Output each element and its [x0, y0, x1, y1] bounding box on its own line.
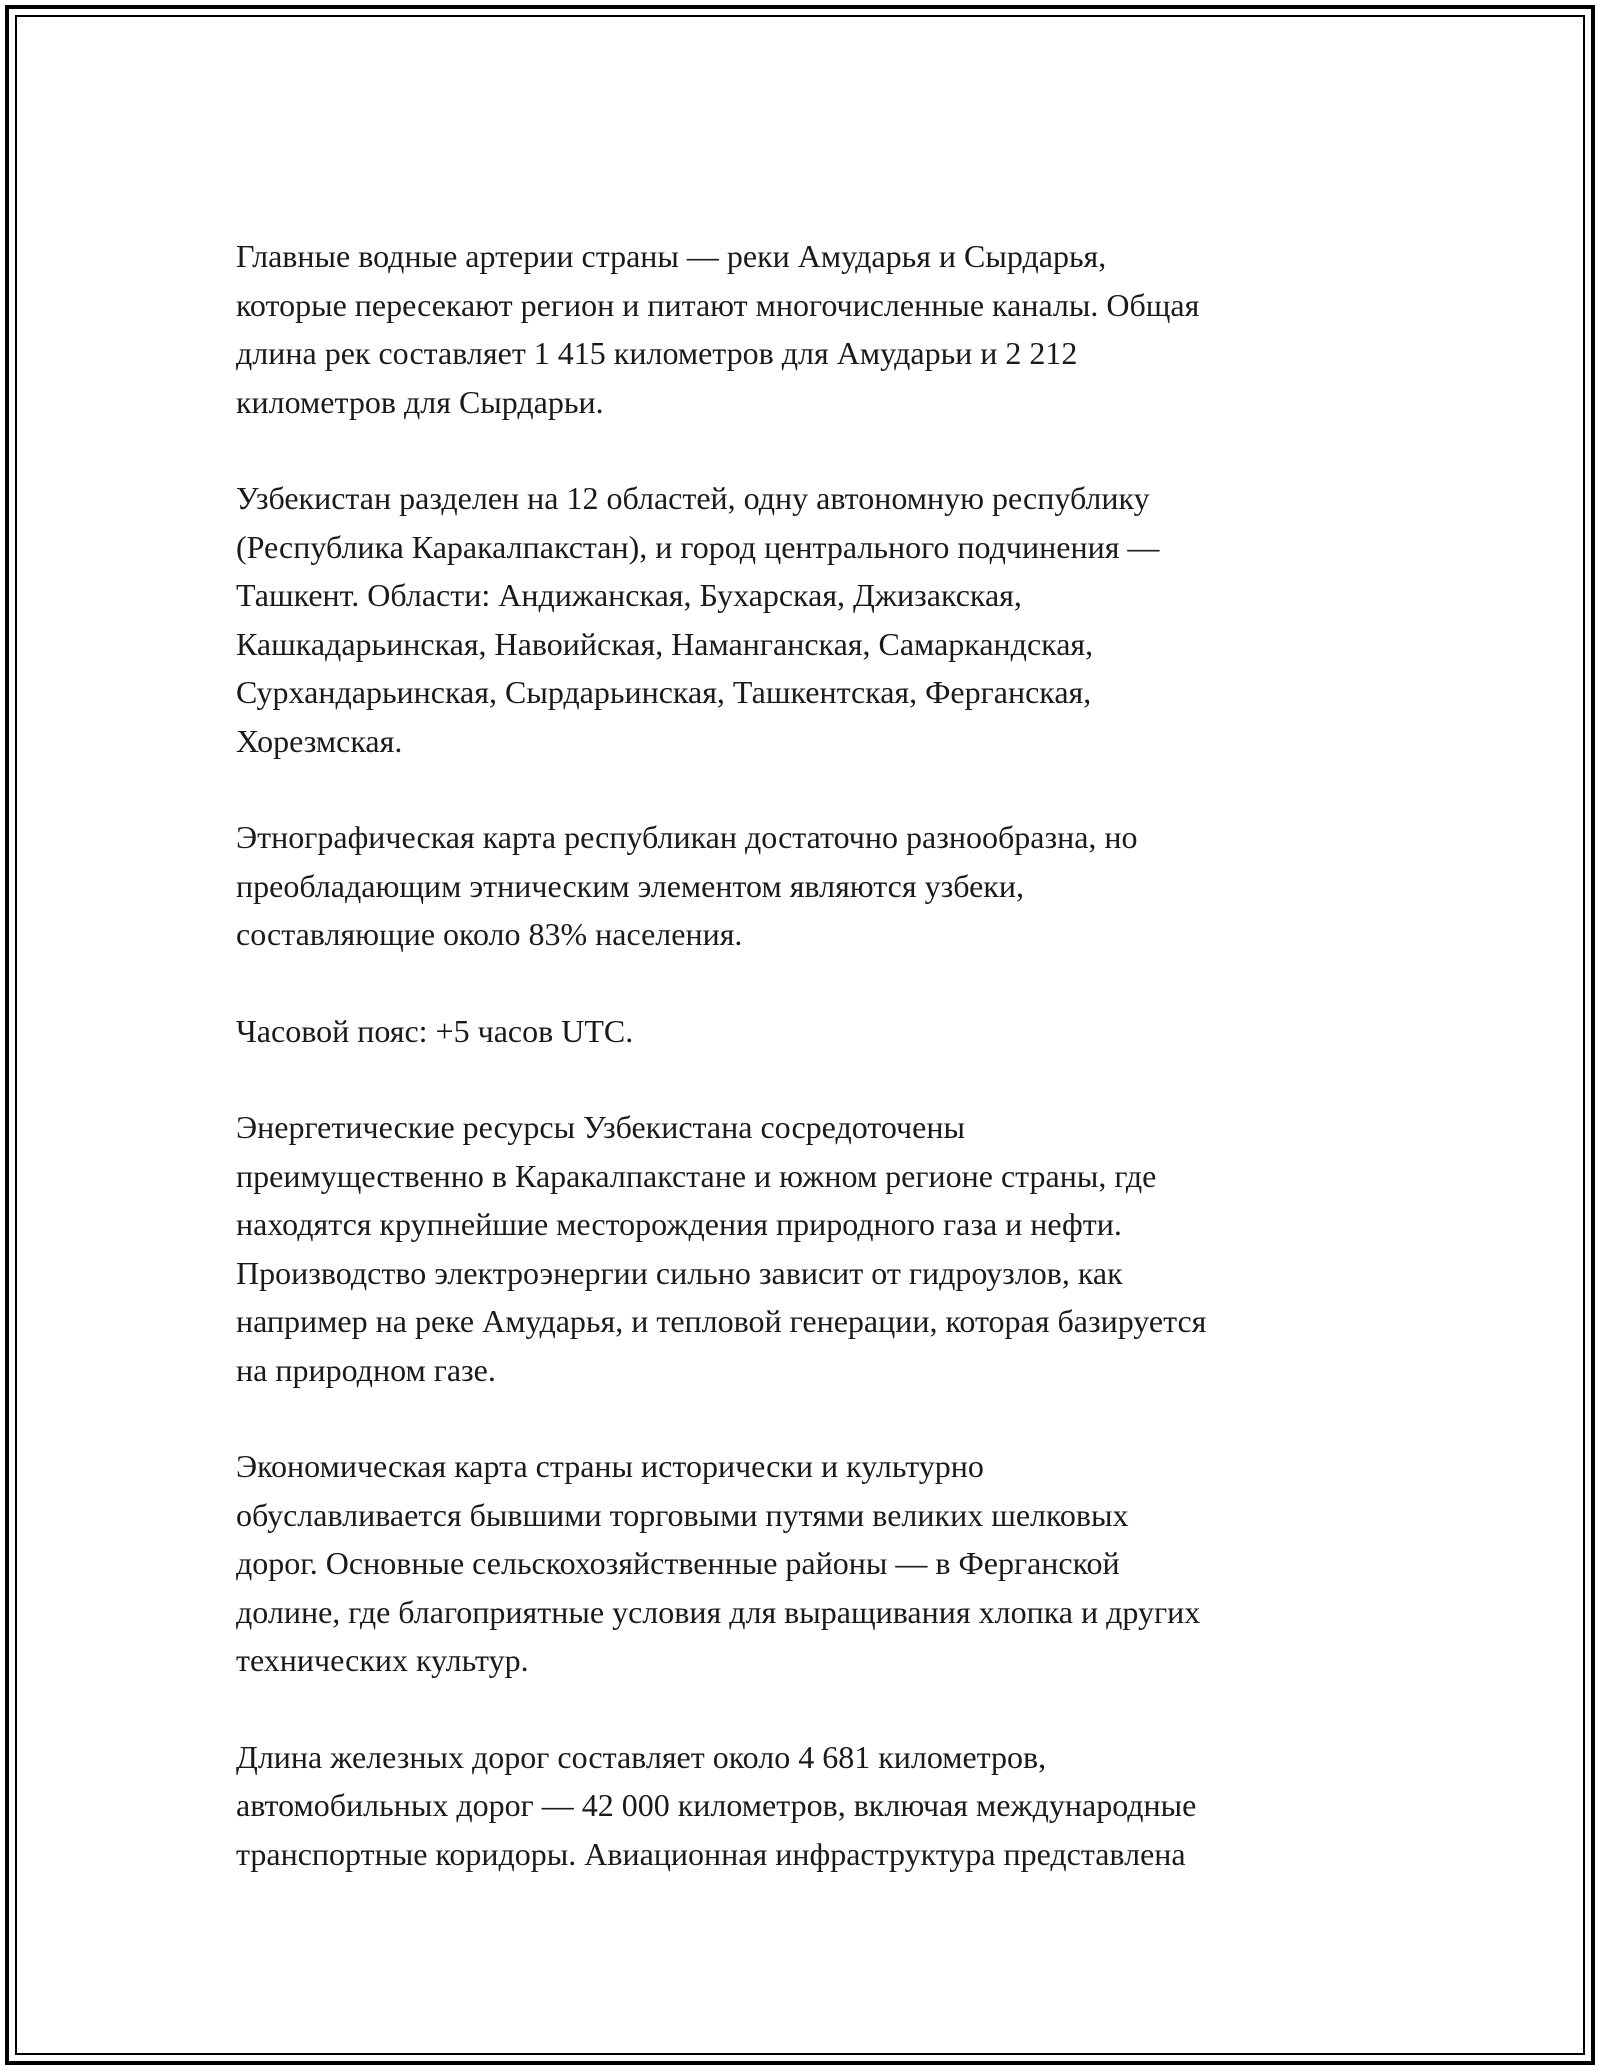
- paragraph-energy: Энергетические ресурсы Узбекистана сосредоточены преимущественно в Каракалпакстане и южном регионе страны, где находятся крупнейшие месторождения природного газа и нефти. Производство электроэнергии сильно зависит от гидроузлов, как например на реке Амударья, и тепловой генерации, которая базируется на природном газе.: [236, 1109, 1207, 1388]
- paragraph-economy: Экономическая карта страны исторически и культурно обуславливается бывшими торговыми путями великих шелковых дорог. Основные сельскохозяйственные районы — в Ферганской долине, где благоприятные условия для выращивания хлопка и других технических культур.: [236, 1448, 1201, 1678]
- paragraph-regions: Узбекистан разделен на 12 областей, одну автономную республику (Республика Каракалпакстан), и город центрального подчинения — Ташкент. Области: Андижанская, Бухарская, Джизакская, Кашкадарьинская, Навоийская, Наманганская, Самаркандская, Сурхандарьинская, Сырдарьинская, Ташкентская, Ферганская, Хорезмская.: [236, 480, 1160, 759]
- paragraph-transport: Длина железных дорог составляет около 4 681 километров, автомобильных дорог — 42 000 километров, включая международные транспортные коридоры. Авиационная инфраструктура представлена: [236, 1738, 1197, 1872]
- paragraph-rivers: Главные водные артерии страны — реки Амударья и Сырдарья, которые пересекают регион и питают многочисленные каналы. Общая длина рек составляет 1 415 километров для Амударьи и 2 212 километров для Сырдарьи.: [236, 238, 1200, 420]
- document-body: [236, 232, 1376, 1926]
- paragraph-timezone: Часовой пояс: +5 часов UTC.: [236, 1012, 634, 1049]
- paragraph-ethnography: Этнографическая карта республикан достаточно разнообразна, но преобладающим этническим элементом являются узбеки, составляющие около 83% населения.: [236, 819, 1138, 952]
